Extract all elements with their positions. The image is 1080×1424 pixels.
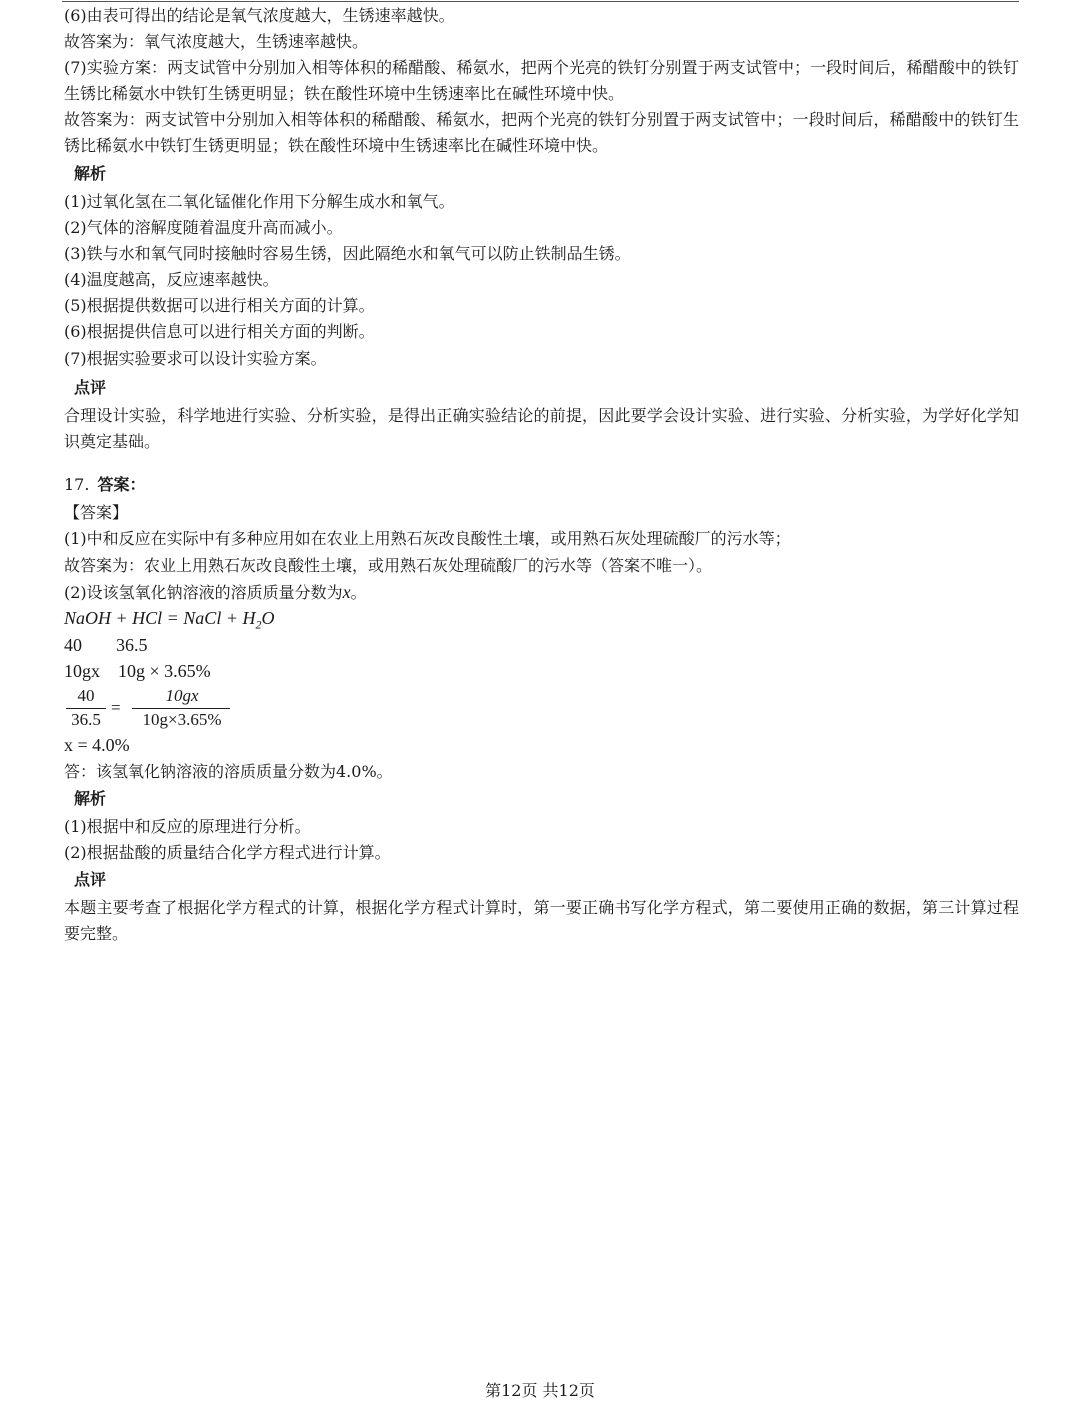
chemical-equation [64,608,274,635]
mass-hcl: 10g × 3.65% [118,661,211,681]
answer-paragraph-7: (7)实验方案：两支试管中分别加入相等体积的稀醋酸、稀氨水，把两个光亮的铁钉分别置于两支试管中；一段时间后，稀醋酸中的铁钉生锈比稀氨水中铁钉生锈更明显；铁在酸性环境中生锈速率比在碱性环境中快。 [64,58,1019,103]
comment-paragraph: 合理设计实验，科学地进行实验、分析实验，是得出正确实验结论的前提，因此要学会设计实验、进行实验、分析实验，为学好化学知识奠定基础。 [64,406,1019,451]
analysis-item-1: (1)过氧化氢在二氧化锰催化作用下分解生成水和氧气。 [64,192,455,211]
molar-mass-row [64,635,148,655]
question-number: 17. [64,475,90,494]
variable-x: x [342,582,351,602]
comment-heading: 点评 [74,378,107,397]
mass-naoh: 10gx [64,661,100,681]
equals-sign: = [111,698,121,717]
equation-left: NaOH + HCl = NaCl + H [64,608,256,628]
answer-line-6-result: 故答案为：氧气浓度越大，生锈速率越快。 [64,32,369,51]
analysis-heading: 解析 [74,164,107,183]
q17-part-2-end: 。 [350,583,367,602]
analysis-17-item-2: (2)根据盐酸的质量结合化学方程式进行计算。 [64,843,391,862]
equation-subscript: 2 [255,617,262,632]
question-answer-title: 答案： [97,475,146,494]
q17-part-1: (1)中和反应在实际中有多种应用如在农业上用熟石灰改良酸性土壤，或用熟石灰处理硫酸厂的污水等； [64,529,791,548]
q17-part-2 [64,582,367,603]
answer-line-6: (6)由表可得出的结论是氧气浓度越大，生锈速率越快。 [64,6,455,25]
molar-mass-naoh: 40 [64,635,82,655]
fraction-1-denominator: 36.5 [71,710,101,729]
analysis-item-5: (5)根据提供数据可以进行相关方面的计算。 [64,296,375,315]
mass-row [64,661,211,681]
analysis-item-3: (3)铁与水和氧气同时接触时容易生锈，因此隔绝水和氧气可以防止铁制品生锈。 [64,244,631,263]
analysis-item-4: (4)温度越高，反应速率越快。 [64,270,279,289]
answer-paragraph-7-result: 故答案为：两支试管中分别加入相等体积的稀醋酸、稀氨水，把两个光亮的铁钉分别置于两支试管中；一段时间后，稀醋酸中的铁钉生锈比稀氨水中铁钉生锈更明显；铁在酸性环境中生锈速率比在碱性环境中快。 [64,110,1019,155]
fraction-2-bar [132,708,230,709]
fraction-2-numerator: 10gx [165,686,199,705]
final-answer-line: 答：该氢氧化钠溶液的溶质质量分数为4.0%。 [64,762,393,781]
analysis-heading-17: 解析 [74,789,107,808]
result-x: x = 4.0% [64,735,130,755]
equation-right: O [261,608,275,628]
answer-bracket-label: 【答案】 [64,503,129,522]
analysis-17-item-1: (1)根据中和反应的原理进行分析。 [64,817,311,836]
comment-paragraph-17: 本题主要考查了根据化学方程式的计算，根据化学方程式计算时，第一要正确书写化学方程式，第二要使用正确的数据，第三计算过程要完整。 [64,898,1019,943]
top-rule [62,1,1019,2]
analysis-item-6: (6)根据提供信息可以进行相关方面的判断。 [64,322,375,341]
comment-heading-17: 点评 [74,870,107,889]
analysis-item-2: (2)气体的溶解度随着温度升高而减小。 [64,218,343,237]
page-footer: 第12页 共12页 [485,1381,595,1400]
q17-part-2-text: (2)设该氢氧化钠溶液的溶质质量分数为 [64,583,343,602]
fraction-1-numerator: 40 [77,686,95,705]
fraction-2-denominator: 10g×3.65% [142,710,222,729]
analysis-item-7: (7)根据实验要求可以设计实验方案。 [64,349,327,368]
question-17-header [64,475,145,495]
fraction-1-bar [66,708,106,709]
molar-mass-hcl: 36.5 [116,635,148,655]
q17-part-1-result: 故答案为：农业上用熟石灰改良酸性土壤，或用熟石灰处理硫酸厂的污水等（答案不唯一）。 [64,556,713,575]
